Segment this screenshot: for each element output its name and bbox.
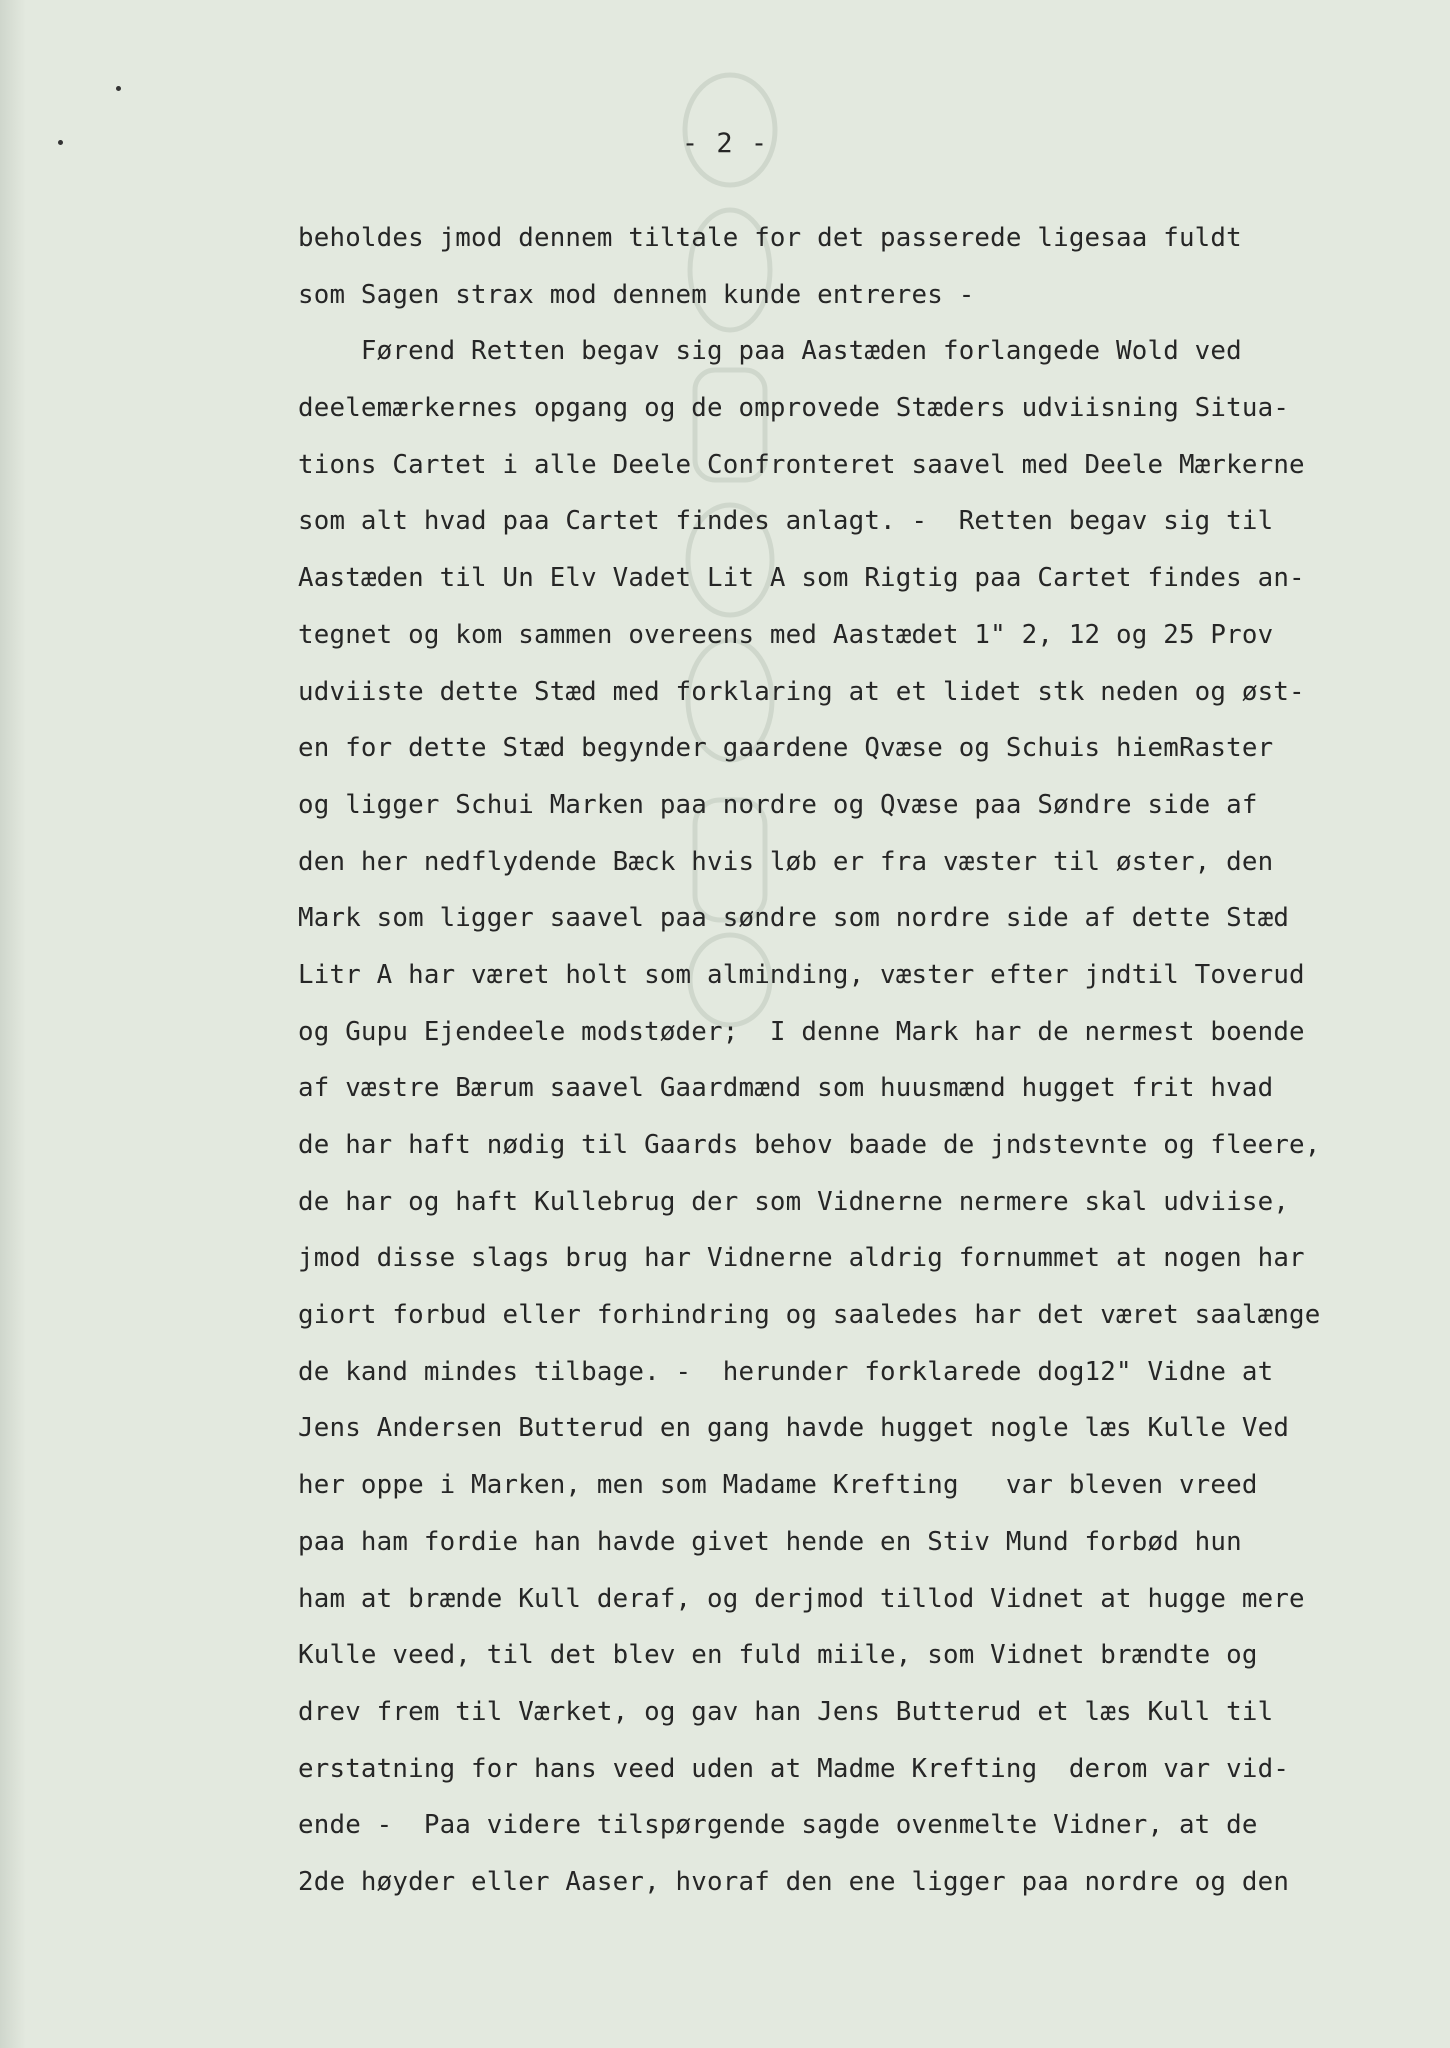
text-line: som Sagen strax mod dennem kunde entreres - <box>298 279 975 310</box>
ink-speck <box>116 86 121 91</box>
text-line: erstatning for hans veed uden at Madme Krefting derom var vid- <box>298 1753 1290 1784</box>
text-line: ende - Paa videre tilspørgende sagde ovenmelte Vidner, at de <box>298 1810 1258 1841</box>
typed-text-body <box>298 218 1428 1919</box>
text-line: Litr A har været holt som alminding, væster efter jndtil Toverud <box>298 959 1305 990</box>
text-line: tions Cartet i alle Deele Confronteret saavel med Deele Mærkerne <box>298 449 1305 480</box>
text-line: og ligger Schui Marken paa nordre og Qvæse paa Søndre side af <box>298 789 1258 820</box>
text-line: Kulle veed, til det blev en fuld miile, som Vidnet brændte og <box>298 1640 1258 1671</box>
text-line: udviiste dette Stæd med forklaring at et lidet stk neden og øst- <box>298 676 1305 707</box>
text-line: Førend Retten begav sig paa Aastæden forlangede Wold ved <box>298 336 1242 367</box>
text-line: paa ham fordie han havde givet hende en Stiv Mund forbød hun <box>298 1526 1242 1557</box>
text-line: den her nedflydende Bæck hvis løb er fra væster til øster, den <box>298 846 1274 877</box>
text-line: drev frem til Værket, og gav han Jens Butterud et læs Kull til <box>298 1696 1274 1727</box>
page-edge-shadow <box>0 0 26 2048</box>
text-line: tegnet og kom sammen overeens med Aastædet 1" 2, 12 og 25 Prov <box>298 619 1274 650</box>
text-line: Mark som ligger saavel paa søndre som nordre side af dette Stæd <box>298 903 1290 934</box>
text-line: deelemærkernes opgang og de omprovede Stæders udviisning Situa- <box>298 393 1290 424</box>
text-line: de kand mindes tilbage. - herunder forklarede dog12" Vidne at <box>298 1356 1274 1387</box>
text-line: giort forbud eller forhindring og saaledes har det været saalænge <box>298 1300 1321 1331</box>
text-line: som alt hvad paa Cartet findes anlagt. - Retten begav sig til <box>298 506 1274 537</box>
text-line: ham at brænde Kull deraf, og derjmod tillod Vidnet at hugge mere <box>298 1583 1305 1614</box>
text-line: Jens Andersen Butterud en gang havde hugget nogle læs Kulle Ved <box>298 1413 1290 1444</box>
text-line: de har haft nødig til Gaards behov baade de jndstevnte og fleere, <box>298 1130 1321 1160</box>
text-line: og Gupu Ejendeele modstøder; I denne Mark har de nermest boende <box>298 1016 1305 1047</box>
text-line: Aastæden til Un Elv Vadet Lit A som Rigtig paa Cartet findes an- <box>298 563 1305 594</box>
text-line: her oppe i Marken, men som Madame Krefting var bleven vreed <box>298 1470 1258 1501</box>
text-line: 2de høyder eller Aaser, hvoraf den ene ligger paa nordre og den <box>298 1866 1290 1897</box>
text-line: af væstre Bærum saavel Gaardmænd som huusmænd hugget frit hvad <box>298 1073 1274 1104</box>
text-line: beholdes jmod dennem tiltale for det passerede ligesaa fuldt <box>298 223 1242 253</box>
page-number: - 2 - <box>681 128 769 159</box>
text-line: en for dette Stæd begynder gaardene Qvæse og Schuis hiemRaster <box>298 733 1274 764</box>
text-line: de har og haft Kullebrug der som Vidnerne nermere skal udviise, <box>298 1186 1290 1217</box>
text-line: jmod disse slags brug har Vidnerne aldrig fornummet at nogen har <box>298 1243 1305 1274</box>
